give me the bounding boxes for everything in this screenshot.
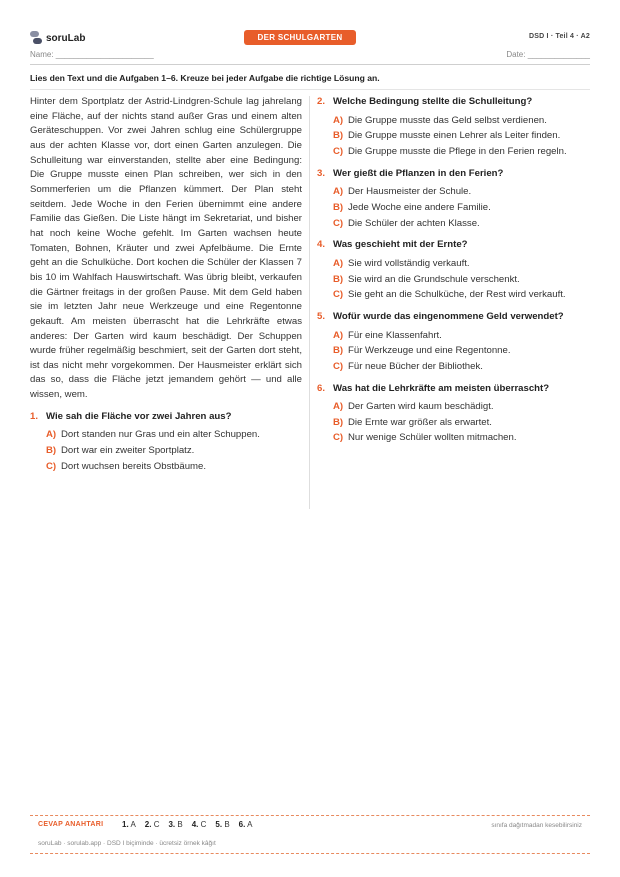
question-number: 6. xyxy=(317,382,326,394)
answer-option[interactable] xyxy=(317,431,590,446)
question-heading xyxy=(30,410,302,425)
answer-key-item xyxy=(192,820,207,829)
option-letter: B) xyxy=(333,345,344,357)
answer-option[interactable] xyxy=(317,416,590,431)
answer-options xyxy=(317,329,590,375)
option-text: Der Hausmeister der Schule. xyxy=(348,186,472,198)
option-text: Jede Woche eine andere Familie. xyxy=(348,201,491,213)
option-text: Dort wuchsen bereits Obstbäume. xyxy=(61,460,207,472)
answer-key-answer: A xyxy=(130,820,136,829)
question-number: 3. xyxy=(317,167,326,179)
option-letter: C) xyxy=(333,432,344,444)
answer-key-note: sınıfa dağıtmadan kesebilirsiniz xyxy=(491,822,582,829)
answer-key-item xyxy=(239,820,253,829)
option-letter: A) xyxy=(46,429,57,441)
option-letter: C) xyxy=(333,145,344,157)
option-text: Für eine Klassenfahrt. xyxy=(348,329,442,341)
question-text: Was hat die Lehrkräfte am meisten überrascht? xyxy=(333,382,550,394)
answer-option[interactable] xyxy=(317,400,590,415)
option-text: Sie geht an die Schulküche, der Rest wird verkauft. xyxy=(348,289,566,301)
answer-options xyxy=(30,428,302,474)
answer-option[interactable] xyxy=(30,428,302,443)
answer-option[interactable] xyxy=(317,257,590,272)
reading-passage: Hinter dem Sportplatz der Astrid-Lindgren-Schule lag jahrelang eine Fläche, auf der nichts stand außer Gras und einem alten Geräteschuppen. Vor zwei Jahren schlug eine Schülergruppe aus der achten Klasse vor, dort einen Garten anzulegen. Die Schulleitung war einverstanden, stellte aber eine Bedingung: Die Gruppe musste einen Plan schreiben, wer sich in den Sommerferien um die Pflanzen kümmert. Der Plan steht seitdem. Jede Woche in den Ferien übernimmt eine andere Familie das Gießen. Die Liste hängt im Sekretariat, und bisher hat noch keine Woche gefehlt. Im Garten wachsen heute Tomaten, Bohnen, Kräuter und zwei Apfelbäume. Die Ernte geht an die Schulküche. Dort kochen die Schüler der Klassen 7 bis 10 im Wahlfach Hauswirtschaft. Was übrig bleibt, verkaufen die Gärtner freitags in der großen Pause. Mit dem Geld haben sie im letzten Jahr neue Werkzeuge und eine Regentonne gekauft. Am meisten überrascht hat die Lehrkräfte etwas anderes: Der Garten wird kaum beschädigt. Der Schuppen wurde früher regelmäßig beschmiert, seit der Garten dort steht, ist das nicht mehr vorgekommen. Der Hausmeister erklärt sich das so, dass die Fläche jetzt jemandem gehört — und alle wissen, wem. xyxy=(30,96,302,401)
answer-key-answer: C xyxy=(200,820,207,829)
answer-option[interactable] xyxy=(317,329,590,344)
answer-key-item xyxy=(122,820,136,829)
question-1 xyxy=(30,410,302,475)
question-text: Wie sah die Fläche vor zwei Jahren aus? xyxy=(46,410,232,422)
question-text: Was geschieht mit der Ernte? xyxy=(333,239,468,251)
option-text: Sie wird vollständig verkauft. xyxy=(348,257,470,269)
option-text: Die Gruppe musste das Geld selbst verdienen. xyxy=(348,114,547,126)
answer-key-item xyxy=(215,820,229,829)
question-3 xyxy=(317,167,590,232)
answer-key-answer: B xyxy=(177,820,183,829)
question-6 xyxy=(317,382,590,447)
page-header xyxy=(30,28,590,68)
question-2 xyxy=(317,95,590,160)
option-text: Dort war ein zweiter Sportplatz. xyxy=(61,445,195,457)
option-letter: B) xyxy=(333,273,344,285)
answer-option[interactable] xyxy=(30,460,302,475)
option-letter: C) xyxy=(333,289,344,301)
question-heading xyxy=(317,310,590,325)
option-text: Dort standen nur Gras und ein alter Schuppen. xyxy=(61,429,260,441)
option-letter: B) xyxy=(333,130,344,142)
right-column xyxy=(317,95,590,447)
question-heading xyxy=(317,95,590,110)
answer-options xyxy=(317,114,590,160)
question-4 xyxy=(317,238,590,303)
brand-logo xyxy=(30,31,85,45)
answer-option[interactable] xyxy=(317,201,590,216)
answer-option[interactable] xyxy=(317,360,590,375)
answer-options xyxy=(317,400,590,446)
option-text: Die Gruppe musste die Pflege in den Ferien regeln. xyxy=(348,145,567,157)
option-letter: A) xyxy=(333,114,344,126)
option-text: Für neue Bücher der Bibliothek. xyxy=(348,360,483,372)
question-number: 4. xyxy=(317,239,326,251)
question-heading xyxy=(317,167,590,182)
answer-key-label: CEVAP ANAHTARI xyxy=(38,821,104,828)
logo-icon xyxy=(30,31,42,45)
answer-key-number: 2. xyxy=(144,820,152,829)
column-divider xyxy=(309,96,310,509)
option-letter: A) xyxy=(333,186,344,198)
question-number: 2. xyxy=(317,96,326,107)
answer-option[interactable] xyxy=(317,129,590,144)
option-text: Die Schüler der achten Klasse. xyxy=(348,217,480,229)
answer-option[interactable] xyxy=(317,185,590,200)
answer-option[interactable] xyxy=(30,444,302,459)
option-letter: A) xyxy=(333,401,344,413)
option-letter: A) xyxy=(333,257,344,269)
option-text: Sie wird an die Grundschule verschenkt. xyxy=(348,273,520,285)
question-text: Wofür wurde das eingenommene Geld verwendet? xyxy=(333,310,564,322)
answer-key-number: 1. xyxy=(122,820,129,829)
exam-level: DSD I · Teil 4 · A2 xyxy=(529,33,590,40)
question-text: Wer gießt die Pflanzen in den Ferien? xyxy=(333,167,504,179)
date-field: Date: ______________ xyxy=(506,50,590,59)
option-letter: C) xyxy=(333,217,344,229)
option-letter: C) xyxy=(46,460,57,472)
option-text: Die Gruppe musste einen Lehrer als Leiter finden. xyxy=(348,130,561,142)
left-column xyxy=(30,95,302,475)
answer-key-number: 4. xyxy=(191,820,199,829)
name-field: Name: ______________________ xyxy=(30,50,154,59)
question-heading xyxy=(317,382,590,397)
title-badge: DER SCHULGARTEN xyxy=(244,30,356,45)
answer-key-answer: B xyxy=(224,820,230,829)
answer-option[interactable] xyxy=(317,114,590,129)
answer-key xyxy=(30,815,590,854)
option-text: Nur wenige Schüler wollten mitmachen. xyxy=(348,432,517,444)
option-letter: C) xyxy=(333,360,344,372)
option-text: Die Ernte war größer als erwartet. xyxy=(348,416,492,428)
answer-key-item xyxy=(145,820,160,829)
instructions: Lies den Text und die Aufgaben 1–6. Kreuze bei jeder Aufgabe die richtige Lösung an. xyxy=(30,73,380,83)
answer-option[interactable] xyxy=(317,145,590,160)
answer-options xyxy=(317,185,590,231)
option-letter: A) xyxy=(333,329,344,341)
option-text: Der Garten wird kaum beschädigt. xyxy=(348,401,494,413)
answer-key-number: 5. xyxy=(215,820,223,829)
answer-key-list xyxy=(122,820,252,829)
option-letter: B) xyxy=(333,201,344,213)
instruction-divider xyxy=(30,89,590,90)
answer-option[interactable] xyxy=(317,344,590,359)
answer-options xyxy=(317,257,590,303)
page-footer: soruLab · sorulab.app · DSD I biçiminde · ücretsiz örnek kâğıt xyxy=(38,840,216,847)
answer-key-number: 6. xyxy=(238,820,246,829)
question-number: 5. xyxy=(317,310,326,322)
question-text: Welche Bedingung stellte die Schulleitung? xyxy=(333,96,533,107)
question-5 xyxy=(317,310,590,375)
option-text: Für Werkzeuge und eine Regentonne. xyxy=(348,345,511,357)
answer-key-item xyxy=(168,820,182,829)
answer-key-answer: C xyxy=(153,820,160,829)
header-divider xyxy=(30,64,590,65)
answer-key-answer: A xyxy=(247,820,253,829)
brand-name: soruLab xyxy=(46,32,86,44)
answer-option[interactable] xyxy=(317,273,590,288)
answer-option[interactable] xyxy=(317,217,590,232)
answer-option[interactable] xyxy=(317,288,590,303)
answer-key-number: 3. xyxy=(168,820,176,829)
option-letter: B) xyxy=(46,445,57,457)
option-letter: B) xyxy=(333,416,344,428)
question-heading xyxy=(317,238,590,253)
question-number: 1. xyxy=(30,410,39,422)
